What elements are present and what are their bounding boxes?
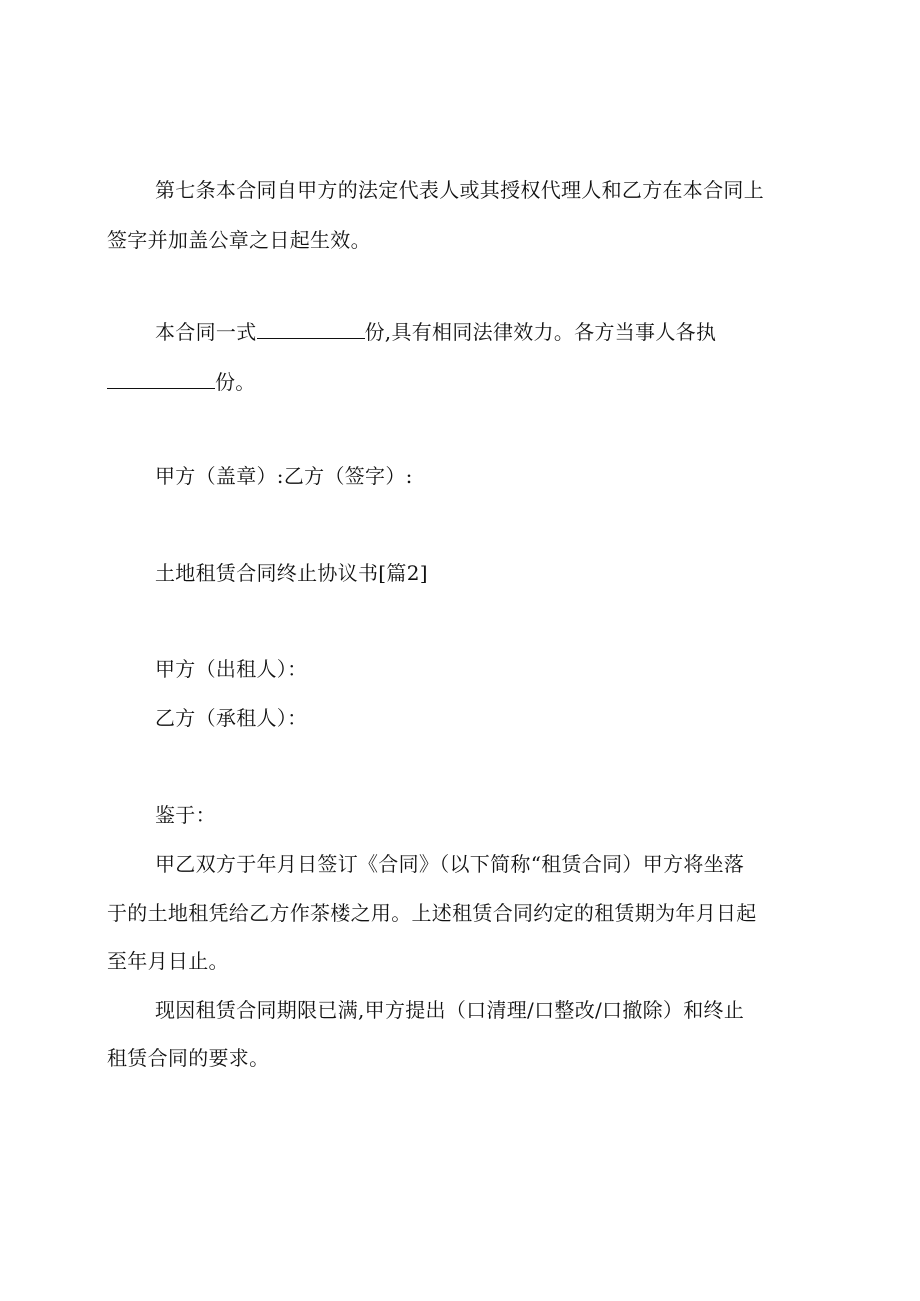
copies-blank-2 <box>107 370 215 389</box>
recital-line2: 于的土地租凭给乙方作茶楼之用。上述租赁合同约定的租赁期为年月日起 <box>107 901 757 925</box>
request-line2: 租赁合同的要求。 <box>107 1046 270 1070</box>
copies-text-c: 份。 <box>215 370 256 394</box>
party-a-line: 甲方（出租人）： <box>155 657 308 681</box>
recital-line1: 甲乙双方于年月日签订《合同》（以下简称“租赁合同）甲方将坐落 <box>155 852 745 876</box>
copies-line2 <box>107 370 256 394</box>
request-line1: 现因租赁合同期限已满,甲方提出（口清理/口整改/口撤除）和终止 <box>155 998 745 1022</box>
copies-text-a: 本合同一式 <box>155 320 257 344</box>
whereas-heading: 鉴于： <box>155 803 216 827</box>
clause7-line1: 第七条本合同自甲方的法定代表人或其授权代理人和乙方在本合同上 <box>155 178 764 202</box>
signature-line: 甲方（盖章）:乙方（签字）: <box>155 464 413 488</box>
copies-line1 <box>155 320 716 344</box>
copies-blank-1 <box>257 320 365 339</box>
clause7-line2: 签字并加盖公章之日起生效。 <box>107 228 371 252</box>
section-title: 土地租赁合同终止协议书[篇2] <box>155 561 428 585</box>
party-b-line: 乙方（承租人）： <box>155 706 308 730</box>
copies-text-b: 份,具有相同法律效力。各方当事人各执 <box>364 320 717 344</box>
recital-line3: 至年月日止。 <box>107 949 229 973</box>
